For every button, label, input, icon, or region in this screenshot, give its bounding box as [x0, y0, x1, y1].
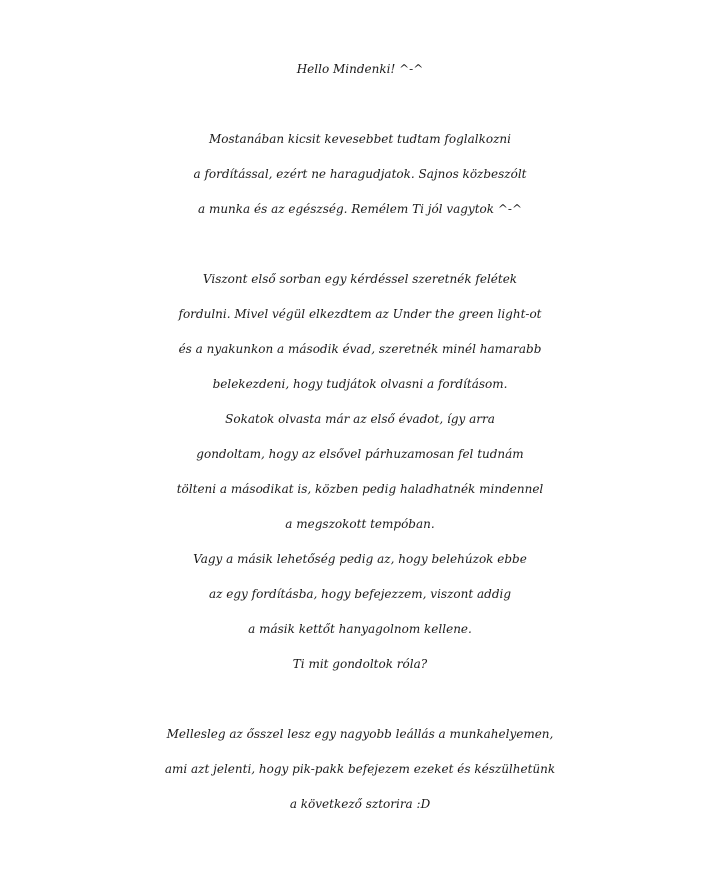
text-line: és a nyakunkon a második évad, szeretnék minél hamarabb: [178, 342, 542, 356]
text-line: Sokatok olvasta már az első évadot, így arra: [225, 412, 495, 426]
text-line: gondoltam, hogy az elsővel párhuzamosan fel tudnám: [196, 447, 524, 461]
text-line: fordulni. Mivel végül elkezdtem az Under the green light-ot: [178, 307, 542, 321]
text-line: Mellesleg az ősszel lesz egy nagyobb leállás a munkahelyemen,: [166, 727, 554, 741]
text-line: Vagy a másik lehetőség pedig az, hogy belehúzok ebbe: [193, 552, 527, 566]
text-line: Ti mit gondoltok róla?: [292, 657, 428, 671]
text-line: belekezdeni, hogy tudjátok olvasni a fordításom.: [212, 377, 508, 391]
paragraph-gap: [0, 227, 720, 262]
text-line: Mostanában kicsit kevesebbet tudtam foglalkozni: [209, 132, 511, 146]
text-line: Viszont első sorban egy kérdéssel szeretnék felétek: [202, 272, 518, 286]
text-line: a megszokott tempóban.: [285, 517, 435, 531]
paragraph-1: [0, 122, 720, 227]
paragraph-gap: [0, 682, 720, 717]
text-line: a következő sztorira :D: [289, 797, 431, 811]
paragraph-3: [0, 717, 720, 822]
text-line: a másik kettőt hanyagolnom kellene.: [248, 622, 472, 636]
paragraph-gap: [0, 87, 720, 122]
text-line: tölteni a másodikat is, közben pedig haladhatnék mindennel: [176, 482, 544, 496]
text-line: a fordítással, ezért ne haragudjatok. Sajnos közbeszólt: [193, 167, 527, 181]
text-line: az egy fordításba, hogy befejezzem, viszont addig: [208, 587, 512, 601]
paragraph-2: [0, 262, 720, 682]
text-line: a munka és az egészség. Remélem Ti jól vagytok ^-^: [197, 202, 523, 216]
text-line: ami azt jelenti, hogy pik-pakk befejezem ezeket és készülhetünk: [164, 762, 556, 776]
translator-note: [0, 52, 720, 822]
greeting-line: Hello Mindenki! ^-^: [296, 62, 424, 76]
